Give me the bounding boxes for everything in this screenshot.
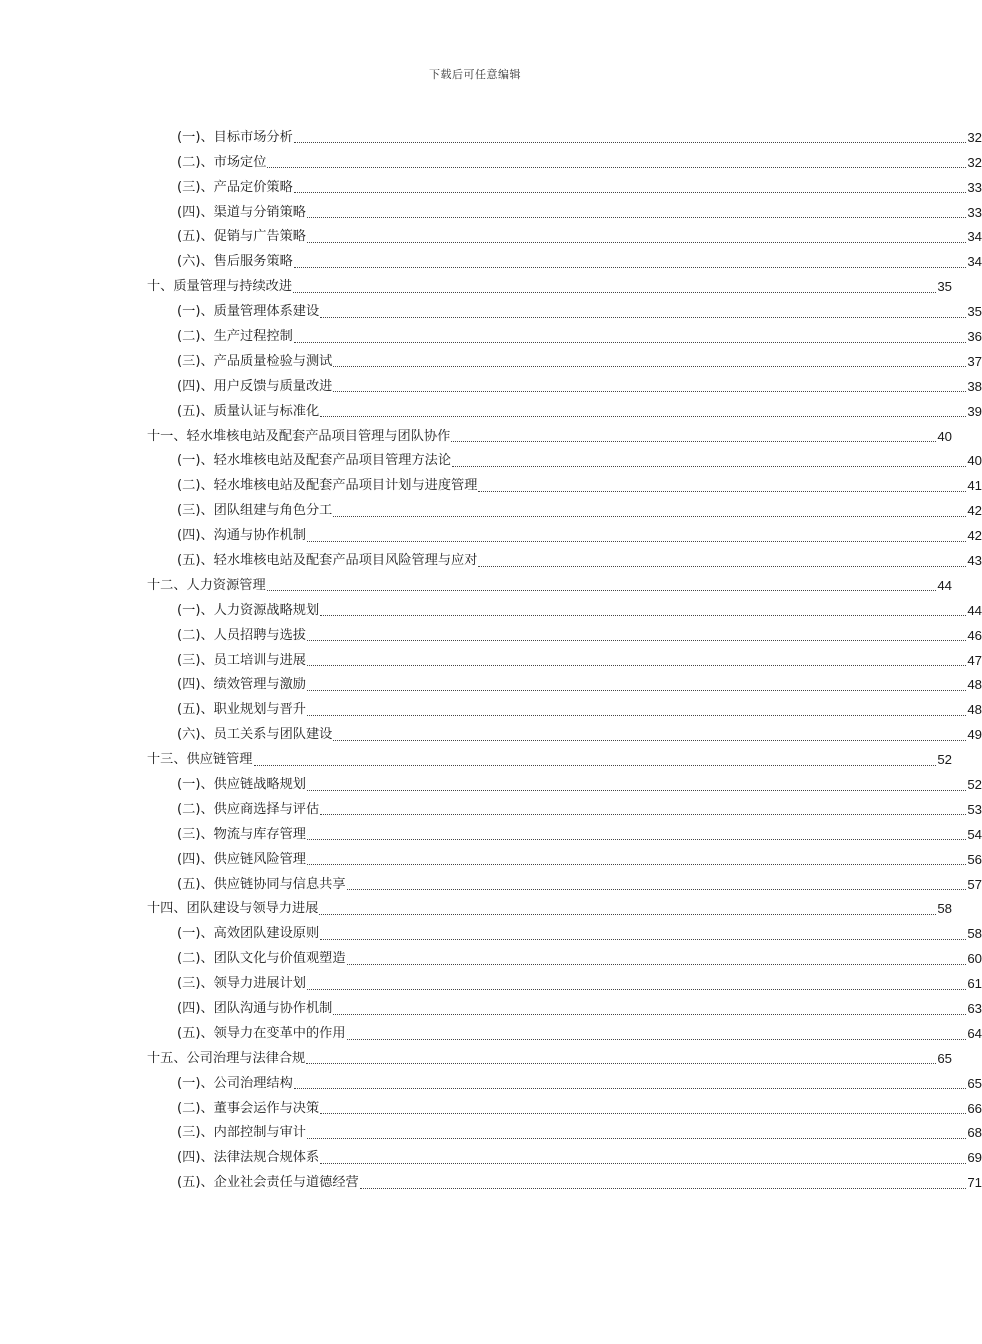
toc-dot-leader	[347, 888, 967, 890]
toc-page-number: 37	[967, 353, 982, 369]
toc-dot-leader	[320, 1112, 966, 1114]
toc-page-number: 32	[967, 129, 982, 145]
toc-dot-leader	[307, 714, 966, 716]
toc-entry-label: (三)、内部控制与审计	[177, 1125, 306, 1141]
toc-section-entry[interactable]	[0, 1021, 982, 1046]
toc-section-entry[interactable]	[0, 374, 982, 399]
toc-entry-label: 十二、人力资源管理	[147, 577, 266, 593]
toc-dot-leader	[307, 838, 966, 840]
toc-entry-label: (五)、领导力在变革中的作用	[177, 1025, 346, 1041]
toc-section-entry[interactable]	[0, 598, 982, 623]
toc-dot-leader	[478, 565, 966, 567]
toc-entry-label: (四)、供应链风险管理	[177, 851, 306, 867]
toc-page-number: 54	[967, 826, 982, 842]
toc-page-number: 47	[967, 652, 982, 668]
toc-page-number: 57	[967, 876, 982, 892]
toc-page-number: 56	[967, 851, 982, 867]
toc-dot-leader	[294, 1087, 967, 1089]
toc-section-entry[interactable]	[0, 971, 982, 996]
toc-section-entry[interactable]	[0, 1071, 982, 1096]
toc-dot-leader	[307, 863, 966, 865]
toc-section-entry[interactable]	[0, 523, 982, 548]
toc-entry-label: (二)、团队文化与价值观塑造	[177, 951, 346, 967]
toc-dot-leader	[294, 266, 967, 268]
toc-section-entry[interactable]	[0, 548, 982, 573]
toc-page-number: 35	[937, 279, 952, 295]
toc-page-number: 49	[967, 727, 982, 743]
toc-dot-leader	[307, 664, 966, 666]
toc-section-entry[interactable]	[0, 922, 982, 947]
toc-dot-leader	[307, 988, 966, 990]
toc-section-entry[interactable]	[0, 1096, 982, 1121]
toc-entry-label: (五)、企业社会责任与道德经营	[177, 1175, 359, 1191]
toc-entry-label: (四)、沟通与协作机制	[177, 528, 306, 544]
toc-entry-label: (四)、用户反馈与质量改进	[177, 378, 333, 394]
toc-entry-label: (六)、员工关系与团队建设	[177, 727, 333, 743]
toc-page-number: 63	[967, 1001, 982, 1017]
toc-section-entry[interactable]	[0, 399, 982, 424]
toc-entry-label: (三)、员工培训与进展	[177, 652, 306, 668]
toc-entry-label: (五)、促销与广告策略	[177, 229, 306, 245]
toc-entry-label: (四)、渠道与分销策略	[177, 204, 306, 220]
toc-section-entry[interactable]	[0, 996, 982, 1021]
toc-section-entry[interactable]	[0, 473, 982, 498]
toc-dot-leader	[320, 1162, 966, 1164]
toc-entry-label: (四)、团队沟通与协作机制	[177, 1001, 333, 1017]
toc-entry-label: 十三、供应链管理	[147, 752, 253, 768]
toc-entry-label: (三)、团队组建与角色分工	[177, 503, 333, 519]
toc-dot-leader	[333, 1013, 966, 1015]
toc-dot-leader	[294, 191, 967, 193]
toc-dot-leader	[451, 440, 936, 442]
toc-dot-leader	[307, 241, 966, 243]
toc-page-number: 48	[967, 677, 982, 693]
toc-dot-leader	[307, 1137, 966, 1139]
toc-dot-leader	[478, 490, 966, 492]
toc-dot-leader	[333, 390, 966, 392]
toc-entry-label: (一)、人力资源战略规划	[177, 602, 320, 618]
toc-entry-label: (六)、售后服务策略	[177, 254, 293, 270]
toc-dot-leader	[307, 789, 966, 791]
toc-section-entry[interactable]	[0, 200, 982, 225]
toc-page-number: 65	[937, 1050, 952, 1066]
toc-dot-leader	[319, 913, 936, 915]
toc-dot-leader	[452, 465, 966, 467]
toc-page-number: 41	[967, 478, 982, 494]
toc-entry-label: (二)、轻水堆核电站及配套产品项目计划与进度管理	[177, 478, 478, 494]
toc-dot-leader	[307, 540, 966, 542]
toc-dot-leader	[320, 415, 966, 417]
toc-dot-leader	[320, 813, 966, 815]
toc-page-number: 61	[967, 976, 982, 992]
toc-section-entry[interactable]	[0, 623, 982, 648]
toc-entry-label: (三)、产品定价策略	[177, 179, 293, 195]
toc-page-number: 58	[937, 901, 952, 917]
toc-section-entry[interactable]	[0, 673, 982, 698]
toc-page-number: 52	[967, 777, 982, 792]
toc-page-number: 35	[967, 304, 982, 320]
toc-section-entry[interactable]	[0, 648, 982, 673]
toc-chapter-entry[interactable]	[0, 573, 952, 598]
toc-section-entry[interactable]	[0, 946, 982, 971]
toc-page-number: 64	[967, 1025, 982, 1041]
toc-section-entry[interactable]	[0, 150, 982, 175]
toc-page-number: 34	[967, 229, 982, 245]
toc-dot-leader	[306, 1062, 936, 1064]
toc-dot-leader	[293, 291, 936, 293]
toc-dot-leader	[267, 589, 937, 591]
toc-section-entry[interactable]	[0, 872, 982, 897]
toc-section-entry[interactable]	[0, 1146, 982, 1171]
toc-page-number: 42	[967, 503, 982, 519]
toc-entry-label: (一)、供应链战略规划	[177, 777, 306, 792]
toc-section-entry[interactable]	[0, 1121, 982, 1146]
toc-page-number: 66	[967, 1100, 982, 1116]
toc-dot-leader	[307, 639, 966, 641]
toc-entry-label: (二)、市场定位	[177, 154, 267, 170]
toc-dot-leader	[320, 938, 966, 940]
toc-entry-label: 十五、公司治理与法律合规	[147, 1050, 306, 1066]
toc-page-number: 33	[967, 179, 982, 195]
toc-page-number: 32	[967, 154, 982, 170]
toc-chapter-entry[interactable]	[0, 424, 952, 449]
toc-entry-label: (一)、目标市场分析	[177, 129, 293, 145]
toc-dot-leader	[333, 739, 966, 741]
toc-page-number: 44	[937, 577, 952, 593]
toc-entry-label: 十四、团队建设与领导力进展	[147, 901, 319, 917]
toc-page-number: 69	[967, 1150, 982, 1166]
toc-section-entry[interactable]	[0, 722, 982, 747]
toc-entry-label: (一)、质量管理体系建设	[177, 304, 320, 320]
toc-entry-label: (三)、领导力进展计划	[177, 976, 306, 992]
toc-dot-leader	[307, 216, 966, 218]
toc-entry-label: (一)、轻水堆核电站及配套产品项目管理方法论	[177, 453, 452, 469]
toc-entry-label: (二)、生产过程控制	[177, 328, 293, 344]
toc-page-number: 60	[967, 951, 982, 967]
toc-page-number: 52	[937, 752, 952, 768]
toc-page-number: 33	[967, 204, 982, 220]
toc-page-number: 40	[937, 428, 952, 444]
toc-section-entry[interactable]	[0, 772, 982, 797]
toc-section-entry[interactable]	[0, 449, 982, 474]
toc-dot-leader	[333, 365, 966, 367]
toc-section-entry[interactable]	[0, 797, 982, 822]
toc-section-entry[interactable]	[0, 249, 982, 274]
toc-dot-leader	[360, 1187, 967, 1189]
toc-dot-leader	[333, 515, 966, 517]
toc-entry-label: 十、质量管理与持续改进	[147, 279, 293, 295]
toc-section-entry[interactable]	[0, 697, 982, 722]
toc-dot-leader	[347, 1038, 967, 1040]
toc-section-entry[interactable]	[0, 299, 982, 324]
toc-entry-label: (二)、人员招聘与选拔	[177, 627, 306, 643]
toc-page-number: 71	[967, 1175, 982, 1191]
toc-page-number: 53	[967, 801, 982, 817]
toc-entry-label: (三)、产品质量检验与测试	[177, 353, 333, 369]
toc-page-number: 44	[967, 602, 982, 618]
toc-entry-label: 十一、轻水堆核电站及配套产品项目管理与团队协作	[147, 428, 451, 444]
toc-entry-label: (二)、董事会运作与决策	[177, 1100, 320, 1116]
toc-entry-label: (一)、公司治理结构	[177, 1075, 293, 1091]
toc-page-number: 48	[967, 702, 982, 718]
toc-dot-leader	[267, 166, 966, 168]
toc-entry-label: (二)、供应商选择与评估	[177, 801, 320, 817]
toc-section-entry[interactable]	[0, 225, 982, 250]
toc-page-number: 38	[967, 378, 982, 394]
toc-entry-label: (五)、职业规划与晋升	[177, 702, 306, 718]
toc-dot-leader	[254, 764, 937, 766]
toc-section-entry[interactable]	[0, 175, 982, 200]
toc-chapter-entry[interactable]	[0, 747, 952, 772]
toc-page-number: 36	[967, 328, 982, 344]
toc-page-number: 43	[967, 552, 982, 568]
toc-chapter-entry[interactable]	[0, 274, 952, 299]
toc-entry-label: (五)、质量认证与标准化	[177, 403, 320, 419]
toc-dot-leader	[294, 341, 967, 343]
toc-section-entry[interactable]	[0, 324, 982, 349]
toc-section-entry[interactable]	[0, 847, 982, 872]
toc-page-number: 39	[967, 403, 982, 419]
toc-chapter-entry[interactable]	[0, 1046, 952, 1071]
toc-entry-label: (四)、绩效管理与激励	[177, 677, 306, 693]
toc-dot-leader	[320, 316, 966, 318]
toc-entry-label: (五)、轻水堆核电站及配套产品项目风险管理与应对	[177, 552, 478, 568]
toc-page-number: 42	[967, 528, 982, 544]
toc-section-entry[interactable]	[0, 1170, 982, 1195]
toc-dot-leader	[347, 963, 967, 965]
toc-page-number: 46	[967, 627, 982, 643]
toc-dot-leader	[320, 614, 966, 616]
toc-entry-label: (五)、供应链协同与信息共享	[177, 876, 346, 892]
toc-entry-label: (一)、高效团队建设原则	[177, 926, 320, 942]
toc-section-entry[interactable]	[0, 822, 982, 847]
table-of-contents	[0, 125, 982, 1195]
toc-entry-label: (四)、法律法规合规体系	[177, 1150, 320, 1166]
toc-section-entry[interactable]	[0, 125, 982, 150]
page-header: 下载后可任意编辑	[429, 68, 521, 81]
toc-dot-leader	[294, 141, 967, 143]
toc-chapter-entry[interactable]	[0, 897, 952, 922]
toc-page-number: 68	[967, 1125, 982, 1141]
toc-dot-leader	[307, 689, 966, 691]
toc-section-entry[interactable]	[0, 498, 982, 523]
toc-page-number: 58	[967, 926, 982, 942]
toc-page-number: 65	[967, 1075, 982, 1091]
toc-page-number: 40	[967, 453, 982, 469]
toc-page-number: 34	[967, 254, 982, 270]
toc-entry-label: (三)、物流与库存管理	[177, 826, 306, 842]
toc-section-entry[interactable]	[0, 349, 982, 374]
